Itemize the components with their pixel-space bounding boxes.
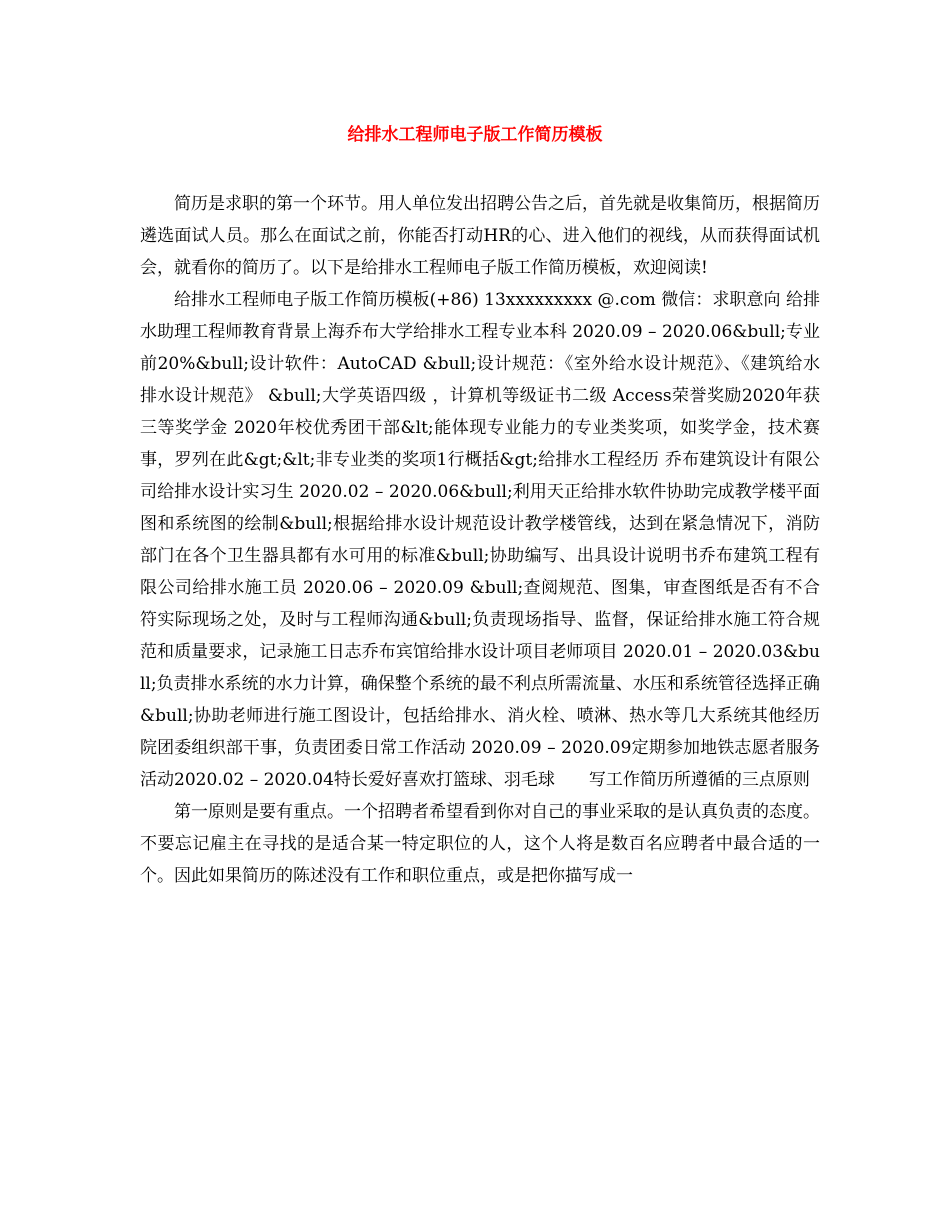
document-body — [140, 188, 820, 892]
document-title: 给排水工程师电子版工作简历模板 — [347, 125, 603, 145]
paragraph-resume-template: 给排水工程师电子版工作简历模板(+86) 13xxxxxxxxx @.com 微信：求职意向 给排水助理工程师教育背景上海乔布大学给排水工程专业本科 2020.09 – 2020.06&bull;专业前20%&bull;设计软件：AutoCAD &bull;设计规范：《室外给水设计规范》、《建筑给水排水设计规范》 &bull;大学英语四级 ，计算机等级证书二级 Access荣誉奖励2020年获三等奖学金 2020年校优秀团干部&lt;能体现专业能力的专业类奖项，如奖学金，技术赛事，罗列在此&gt;&lt;非专业类的奖项1行概括&gt;给排水工程经历 乔布建筑设计有限公司给排水设计实习生 2020.02 – 2020.06&bull;利用天正给排水软件协助完成教学楼平面图和系统图的绘制&bull;根据给排水设计规范设计教学楼管线，达到在紧急情况下，消防部门在各个卫生器具都有水可用的标准&bull;协助编写、出具设计说明书乔布建筑工程有限公司给排水施工员 2020.06 – 2020.09 &bull;查阅规范、图集，审查图纸是否有不合符实际现场之处，及时与工程师沟通&bull;负责现场指导、监督，保证给排水施工符合规范和质量要求，记录施工日志乔布宾馆给排水设计项目老师项目 2020.01 – 2020.03&bull;负责排水系统的水力计算，确保整个系统的最不利点所需流量、水压和系统管径选择正确&bull;协助老师进行施工图设计，包括给排水、消火栓、喷淋、热水等几大系统其他经历院团委组织部干事，负责团委日常工作活动 2020.09 – 2020.09定期参加地铁志愿者服务活动2020.02 – 2020.04特长爱好喜欢打篮球、羽毛球 写工作简历所遵循的三点原则 — [140, 290, 820, 790]
paragraph-first-principle: 第一原则是要有重点。一个招聘者希望看到你对自己的事业采取的是认真负责的态度。不要忘记雇主在寻找的是适合某一特定职位的人，这个人将是数百名应聘者中最合适的一个。因此如果简历的陈述没有工作和职位重点，或是把你描写成一 — [140, 802, 820, 886]
paragraph-intro: 简历是求职的第一个环节。用人单位发出招聘公告之后，首先就是收集简历，根据简历遴选面试人员。那么在面试之前，你能否打动HR的心、进入他们的视线，从而获得面试机会，就看你的简历了。以下是给排水工程师电子版工作简历模板，欢迎阅读! — [140, 194, 820, 278]
